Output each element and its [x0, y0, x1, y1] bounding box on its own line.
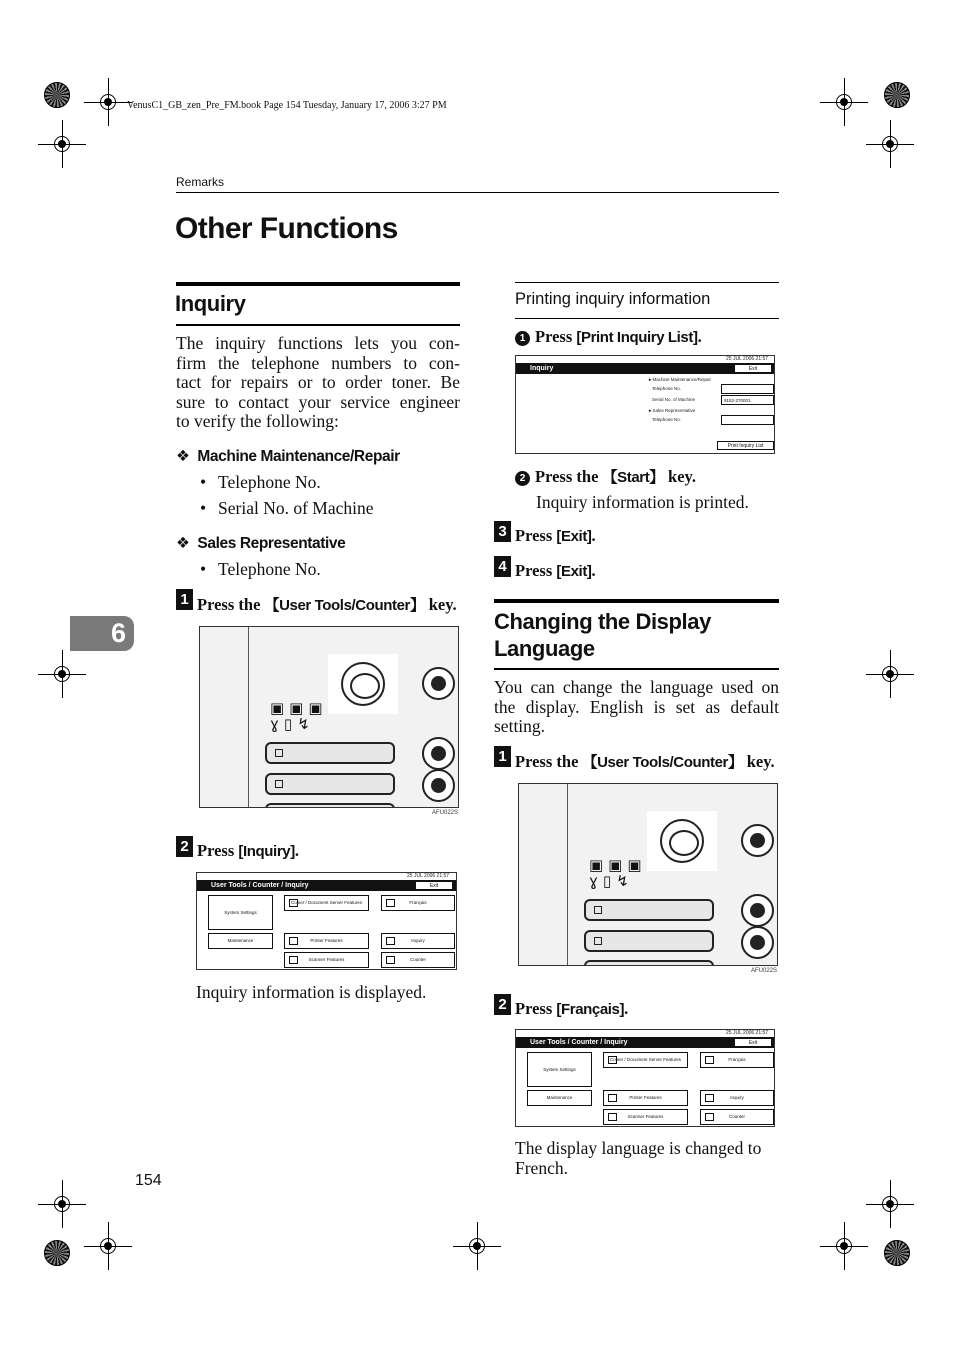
chapter-tab [70, 616, 134, 651]
step-number: 2 [176, 836, 193, 857]
user-tools-screen-illustration [515, 1029, 775, 1127]
section-rule-top [176, 282, 460, 286]
step-text: Press [197, 841, 239, 860]
intro-line: setting. [494, 716, 546, 737]
list-item: • Telephone No. [218, 559, 321, 580]
registration-rosette-icon [884, 82, 910, 108]
inquiry-line: Telephone No. [652, 417, 682, 422]
intro-line: sure to contact your service engineer [176, 391, 460, 412]
screen-francais-button [700, 1052, 774, 1068]
intro-line: tact for repairs or to order toner. Be [176, 372, 460, 393]
sales-telephone-field [721, 415, 774, 425]
step-instruction [515, 561, 596, 581]
step-text: Press [515, 999, 557, 1018]
screen-title: User Tools / Counter / Inquiry [197, 880, 456, 891]
step-text: . [697, 327, 702, 346]
substep-number: 2 [515, 471, 530, 486]
btn-label: Français [728, 1057, 746, 1062]
btn-label: System Settings [224, 910, 257, 915]
btn-label: Printer Features [310, 938, 343, 943]
screen-copier-button [603, 1052, 688, 1068]
screen-scanner-button [603, 1109, 688, 1125]
btn-label: Printer Features [629, 1095, 662, 1100]
user-tools-counter-key-icon [660, 819, 704, 863]
btn-label: Inquiry [730, 1095, 744, 1100]
status-icons: ▣▣▣ [270, 699, 328, 717]
btn-label: Counter [409, 957, 426, 962]
intro-line: The inquiry functions lets you con- [176, 333, 460, 353]
screen-francais-button [381, 895, 455, 911]
subsection-rule-bottom [515, 318, 779, 319]
user-tools-counter-key-label: 【User Tools/Counter】 [264, 597, 425, 614]
intro-line: You can change the language used on [494, 677, 779, 697]
step-instruction [197, 594, 457, 615]
step-text: . [294, 841, 299, 860]
btn-label: Inquiry [411, 938, 425, 943]
group-title: Machine Maintenance/Repair [197, 448, 400, 465]
registration-rosette-icon [44, 1240, 70, 1266]
btn-label: Maintenance [546, 1095, 573, 1100]
language-heading [494, 608, 711, 662]
inquiry-screen-illustration [515, 355, 775, 454]
serial-field [721, 395, 774, 405]
btn-label: Maintenance [227, 938, 254, 943]
printing-heading: Printing inquiry information [515, 290, 711, 308]
status-icons: ɣ▯↯ [270, 715, 315, 733]
screen-date: 25 JUL 2006 21:57 [726, 1030, 769, 1036]
crop-mark-top-right-2 [866, 120, 914, 168]
status-icons: ɣ▯↯ [589, 872, 634, 890]
screen-counter-button [381, 952, 455, 968]
crop-mark-bottom-center [453, 1222, 501, 1270]
intro-line: firm the telephone numbers to con- [176, 352, 460, 373]
book-info: VenusC1_GB_zen_Pre_FM.book Page 154 Tuesday, January 17, 2006 3:27 PM [127, 100, 447, 111]
screen-title: Inquiry [530, 365, 554, 372]
language-result [515, 1139, 761, 1178]
btn-label: System Settings [543, 1067, 576, 1072]
btn-label: Français [409, 900, 427, 905]
page-title: Other Functions [175, 212, 398, 245]
crop-mark-top-left-2 [84, 78, 132, 126]
screen-maintenance-button [208, 933, 273, 949]
section-rule-bottom [176, 324, 460, 326]
inquiry-key-label: [Inquiry] [238, 843, 295, 860]
heading-line: Language [494, 636, 595, 661]
screen-inquiry-button [700, 1090, 774, 1106]
subsection-rule-top [515, 282, 779, 283]
francais-key-label: [Français] [556, 1001, 625, 1018]
screen-exit-button: Exit [734, 1038, 772, 1047]
btn-label: Scanner Features [627, 1114, 664, 1119]
crop-mark-top-left [38, 120, 86, 168]
crop-mark-mid-right [866, 650, 914, 698]
control-panel-illustration [518, 783, 778, 966]
header-rule [176, 192, 779, 193]
section-rule-bottom [494, 668, 779, 670]
step-instruction [515, 751, 775, 772]
inquiry-heading: Inquiry [175, 291, 246, 316]
crop-mark-bottom-left [38, 1180, 86, 1228]
step-number: 1 [494, 746, 511, 767]
step-text: Press the [535, 467, 603, 486]
screen-scanner-button [284, 952, 369, 968]
inquiry-line: ►Machine Maintenance/Repair [648, 377, 711, 382]
control-panel-illustration [199, 626, 459, 808]
telephone-field [721, 384, 774, 394]
step-instruction [515, 526, 596, 546]
step-text: key. [742, 752, 775, 771]
step-text: key. [424, 595, 457, 614]
step-text: . [624, 999, 629, 1018]
figure-caption: AFU022S [751, 968, 778, 974]
heading-line: Changing the Display [494, 609, 711, 634]
crop-mark-bottom-right-2 [866, 1180, 914, 1228]
crop-mark-bottom-right [820, 1222, 868, 1270]
screen-system-settings-button [527, 1052, 592, 1087]
btn-label: Copier / Document Server Features [609, 1057, 682, 1062]
step-text: key. [663, 467, 696, 486]
registration-rosette-icon [884, 1240, 910, 1266]
print-inquiry-list-button: Print Inquiry List [717, 441, 774, 450]
step-number: 1 [176, 589, 193, 610]
screen-exit-button: Exit [415, 881, 453, 890]
step-text: . [591, 561, 596, 580]
screen-date: 25 JUL 2006 21:57 [726, 356, 769, 362]
page-number: 154 [135, 1172, 162, 1189]
language-intro [494, 678, 779, 737]
step-text: Press [515, 526, 557, 545]
step-text: Press the [197, 595, 265, 614]
screen-exit-button: Exit [734, 364, 772, 373]
crop-mark-top-right [820, 78, 868, 126]
list-item: • Serial No. of Machine [218, 498, 374, 519]
user-tools-screen-illustration [196, 872, 457, 970]
inquiry-line: Telephone No. [652, 386, 682, 391]
inquiry-result: Inquiry information is displayed. [196, 982, 427, 1002]
section-rule-top [494, 599, 779, 603]
figure-caption: AFU022S [432, 810, 459, 816]
step-number: 3 [494, 521, 511, 542]
inquiry-line: Serial No. of Machine [652, 397, 696, 402]
inquiry-line: ►Sales Representative [648, 408, 696, 413]
user-tools-counter-key-label: 【User Tools/Counter】 [582, 754, 743, 771]
substep-instruction [515, 466, 696, 487]
substep-number: 1 [515, 331, 530, 346]
step-text: Press the [515, 752, 583, 771]
intro-line: the display. English is set as default [494, 696, 779, 717]
start-key-label: 【Start】 [602, 469, 664, 486]
crop-mark-bottom-left-2 [84, 1222, 132, 1270]
group-title: Sales Representative [197, 535, 346, 552]
screen-maintenance-button [527, 1090, 592, 1106]
status-icons: ▣▣▣ [589, 856, 647, 874]
list-item: • Telephone No. [218, 472, 321, 493]
result-line: The display language is changed to [515, 1138, 762, 1158]
running-head: Remarks [176, 175, 225, 189]
serial-value: 9152-270001 [724, 398, 751, 403]
screen-copier-button [284, 895, 369, 911]
substep-instruction [515, 327, 702, 347]
screen-inquiry-button [381, 933, 455, 949]
screen-date: 25 JUL 2006 21:57 [407, 873, 450, 879]
btn-label: Scanner Features [308, 957, 345, 962]
group-machine-maintenance [176, 447, 400, 466]
result-line: French. [515, 1157, 568, 1178]
step-text: Press [515, 561, 557, 580]
step-number: 2 [494, 994, 511, 1015]
exit-key-label: [Exit] [556, 563, 592, 580]
step-text: . [591, 526, 596, 545]
screen-system-settings-button [208, 895, 273, 930]
intro-line: to verify the following: [176, 411, 339, 432]
group-sales-representative [176, 534, 345, 553]
chapter-number: 6 [110, 618, 126, 648]
btn-label: Copier / Document Server Features [290, 900, 363, 905]
crop-mark-mid-left [38, 650, 86, 698]
substep-note: Inquiry information is printed. [536, 492, 749, 512]
step-number: 4 [494, 556, 511, 577]
diamond-bullet-icon: ❖ [176, 535, 190, 552]
registration-rosette-icon [44, 82, 70, 108]
screen-title: User Tools / Counter / Inquiry [516, 1037, 774, 1048]
step-instruction [197, 841, 299, 861]
screen-printer-button [284, 933, 369, 949]
diamond-bullet-icon: ❖ [176, 448, 190, 465]
user-tools-counter-key-icon [341, 662, 385, 706]
btn-label: Counter [728, 1114, 745, 1119]
print-inquiry-list-key-label: [Print Inquiry List] [576, 329, 698, 346]
step-text: Press [535, 327, 577, 346]
step-instruction [515, 999, 628, 1019]
exit-key-label: [Exit] [556, 528, 592, 545]
inquiry-intro [176, 334, 460, 432]
screen-counter-button [700, 1109, 774, 1125]
screen-printer-button [603, 1090, 688, 1106]
